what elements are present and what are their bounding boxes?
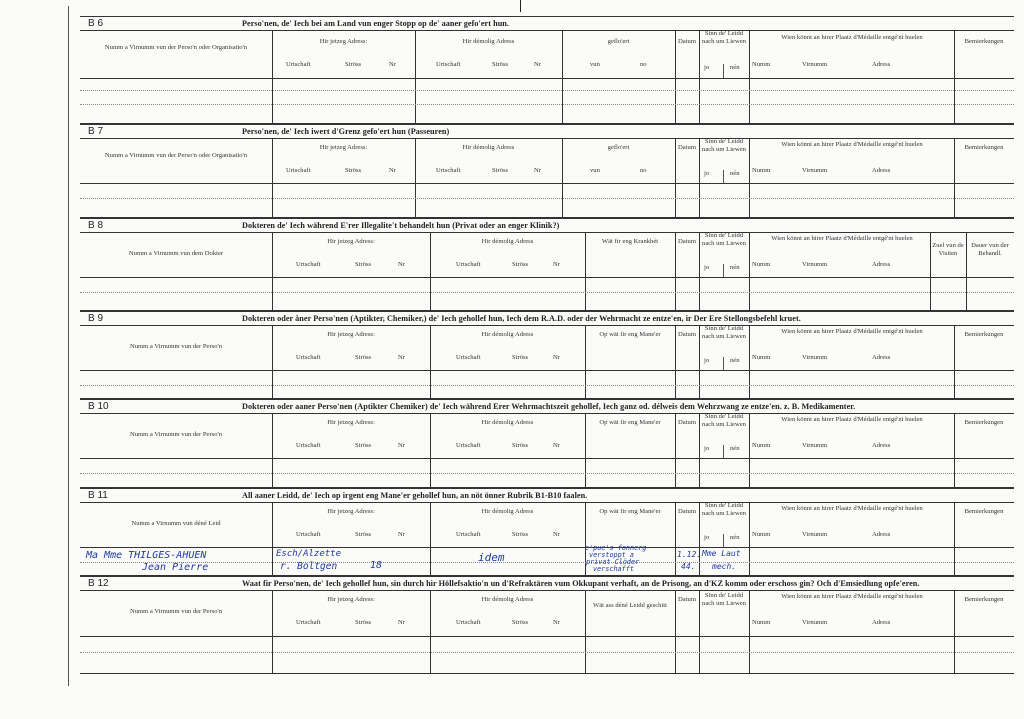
section-header xyxy=(80,488,1014,503)
name-label: Numm a Virnumm vun der Perso'n oder Organisatio'n xyxy=(104,44,248,51)
name-label: Numm a Virnumm vun der Perso'n xyxy=(129,343,223,350)
section-grid xyxy=(80,138,1014,218)
medal-name-label: Numm xyxy=(752,167,771,174)
nr-label: Nr xyxy=(398,442,405,449)
manner-label: Op wät fir eng Mane'er xyxy=(599,508,661,515)
no-label: nén xyxy=(730,64,740,71)
locality-label: Urtschaft xyxy=(456,531,481,538)
locality-label: Urtschaft xyxy=(286,61,311,68)
nr-label: Nr xyxy=(398,354,405,361)
remarks-label: Bemierkungen xyxy=(964,144,1004,151)
section-grid xyxy=(80,325,1014,399)
street-label: Ströss xyxy=(512,442,529,449)
current-address-label: Hir jetzeg Adress: xyxy=(319,38,368,45)
medal-label: Wien könnt an hirer Plaatz d'Médaille entgé'nt huelen xyxy=(781,141,923,148)
fold-mark xyxy=(520,0,521,12)
remarks-label: Bemierkungen xyxy=(964,38,1004,45)
current-address-label: Hir jetzeg Adress: xyxy=(319,144,368,151)
medal-firstname-label: Virnumm xyxy=(802,354,828,361)
section-b10 xyxy=(80,399,1014,488)
no-label: nén xyxy=(730,170,740,177)
section-grid xyxy=(80,590,1014,674)
medal-address-label: Adress xyxy=(872,354,891,361)
medal-name-label: Numm xyxy=(752,619,771,626)
handwritten-date-2: 44. xyxy=(681,562,696,571)
medal-name-label: Numm xyxy=(752,531,771,538)
manner-label: Op wät fir eng Mane'er xyxy=(599,331,661,338)
name-label: Numm a Virnumm vun der Perso'n xyxy=(129,431,223,438)
locality-label: Urtschaft xyxy=(296,354,321,361)
section-title: Dokteren oder aaner Perso'nen (Aptikter Chemiker) de' Iech während Erer Wehrmachtszeit gehollef, Iech ganz od. délweis dem Wehrzwang ze entze'en. z. B. Medikamenter. xyxy=(242,402,856,411)
visits-label: Zuel vun de Visiten xyxy=(932,242,964,257)
street-label: Ströss xyxy=(512,354,529,361)
locality-label: Urtschaft xyxy=(456,354,481,361)
street-label: Ströss xyxy=(345,61,362,68)
fled-label: geflo'ert xyxy=(607,144,630,151)
yes-label: jo xyxy=(704,534,710,541)
medal-label: Wien könnt an hirer Plaatz d'Médaille entgé'nt huelen xyxy=(771,235,913,242)
medal-name-label: Numm xyxy=(752,61,771,68)
street-label: Ströss xyxy=(345,167,362,174)
medal-name-label: Numm xyxy=(752,261,771,268)
date-label: Datum xyxy=(678,419,696,426)
yes-label: jo xyxy=(704,445,710,452)
nr-label: Nr xyxy=(553,619,560,626)
street-label: Ströss xyxy=(355,531,372,538)
to-label: no xyxy=(640,167,647,174)
street-label: Ströss xyxy=(355,619,372,626)
remarks-label: Bemierkungen xyxy=(964,419,1004,426)
nr-label: Nr xyxy=(553,442,560,449)
alive-label: Sinn de' Leidd nach um Liewen xyxy=(702,592,746,607)
section-header xyxy=(80,311,1014,326)
date-label: Datum xyxy=(678,238,696,245)
alive-label: Sinn de' Leidd nach um Liewen xyxy=(702,232,746,247)
medal-address-label: Adress xyxy=(872,167,891,174)
handwritten-date-1: 1.12. xyxy=(677,550,702,559)
medal-name-label: Numm xyxy=(752,442,771,449)
medal-label: Wien könnt an hirer Plaatz d'Médaille entgé'nt huelen xyxy=(781,34,923,41)
locality-label: Urtschaft xyxy=(296,442,321,449)
nr-label: Nr xyxy=(389,167,396,174)
section-b11 xyxy=(80,488,1014,576)
section-title: Perso'nen, de' Iech bei am Land vun enger Stopp op de' aaner gefo'ert hun. xyxy=(242,19,510,28)
section-id: B 6 xyxy=(88,18,104,29)
from-label: vun xyxy=(590,167,600,174)
previous-address-label: Hir démolig Adress xyxy=(481,508,534,515)
street-label: Ströss xyxy=(355,261,372,268)
section-b6 xyxy=(80,16,1014,124)
nr-label: Nr xyxy=(553,261,560,268)
section-title: Perso'nen, de' Iech iwert d'Grenz gefo'ert hun (Passeuren) xyxy=(242,127,450,136)
section-id: B 11 xyxy=(88,490,108,501)
alive-label: Sinn de' Leidd nach um Liewen xyxy=(702,325,746,340)
section-title: All aaner Leidd, de' Iech op irgent eng Mane'er gehollef hun, an nöt önner Rubrik B1-B10 faalen. xyxy=(242,491,588,500)
section-id: B 10 xyxy=(88,401,109,412)
section-id: B 7 xyxy=(88,126,104,137)
medal-address-label: Adress xyxy=(872,61,891,68)
section-grid xyxy=(80,502,1014,576)
section-b9 xyxy=(80,311,1014,399)
remarks-label: Bemierkungen xyxy=(964,331,1004,338)
no-label: nén xyxy=(730,357,740,364)
medal-address-label: Adress xyxy=(872,442,891,449)
previous-address-label: Hir démolig Adress xyxy=(462,38,515,45)
current-address-label: Hir jetzeg Adress: xyxy=(327,596,375,603)
yes-label: jo xyxy=(704,64,710,71)
name-label: Numm a Virnumm vun der Perso'n xyxy=(129,608,223,615)
alive-label: Sinn de' Leidd nach um Liewen xyxy=(702,30,746,45)
name-label: Numm a Virnumm vun der Perso'n oder Organisatio'n xyxy=(104,152,248,159)
yes-label: jo xyxy=(704,170,710,177)
medal-label: Wien könnt an hirer Plaatz d'Médaille entgé'nt huelen xyxy=(781,416,923,423)
nr-label: Nr xyxy=(389,61,396,68)
yes-label: jo xyxy=(704,357,710,364)
from-label: vun xyxy=(590,61,600,68)
section-grid xyxy=(80,232,1014,311)
medal-firstname-label: Virnumm xyxy=(802,61,828,68)
medal-firstname-label: Virnumm xyxy=(802,531,828,538)
section-header xyxy=(80,576,1014,591)
fled-label: geflo'ert xyxy=(607,38,630,45)
no-label: nén xyxy=(730,264,740,271)
medal-label: Wien könnt an hirer Plaatz d'Médaille entgé'nt huelen xyxy=(781,505,923,512)
locality-label: Urtschaft xyxy=(456,442,481,449)
handwritten-manner-4: verschafft xyxy=(593,565,634,573)
name-label: Numm a Virnumm vun déné Leid xyxy=(131,520,221,527)
locality-label: Urtschaft xyxy=(296,531,321,538)
handwritten-firstname: Jean Pierre xyxy=(142,562,209,573)
previous-address-label: Hir démolig Adress xyxy=(481,596,534,603)
street-label: Ströss xyxy=(512,619,529,626)
date-label: Datum xyxy=(678,508,696,515)
date-label: Datum xyxy=(678,596,696,603)
medal-firstname-label: Virnumm xyxy=(802,442,828,449)
previous-address-label: Hir démolig Adress xyxy=(481,238,534,245)
date-label: Datum xyxy=(678,38,696,45)
section-b8 xyxy=(80,218,1014,311)
current-address-label: Hir jetzeg Adress: xyxy=(327,238,375,245)
section-id: B 8 xyxy=(88,220,104,231)
handwritten-manner-2: verstoppt a xyxy=(589,551,635,559)
illness-label: Wät fir eng Krankhét xyxy=(601,238,659,245)
section-title: Dokteren de' Iech während E'rer Illegalite't behandelt hun (Privat oder an enger Klinik?) xyxy=(242,221,560,230)
locality-label: Urtschaft xyxy=(436,61,461,68)
section-header xyxy=(80,218,1014,233)
medal-label: Wien könnt an hirer Plaatz d'Médaille entgé'nt huelen xyxy=(781,328,923,335)
medal-address-label: Adress xyxy=(872,261,891,268)
locality-label: Urtschaft xyxy=(436,167,461,174)
medal-firstname-label: Virnumm xyxy=(802,167,828,174)
current-address-label: Hir jetzeg Adress: xyxy=(327,508,375,515)
nr-label: Nr xyxy=(398,531,405,538)
manner-label: Op wät fir eng Mane'er xyxy=(599,419,661,426)
street-label: Ströss xyxy=(512,261,529,268)
locality-label: Urtschaft xyxy=(296,261,321,268)
street-label: Ströss xyxy=(355,442,372,449)
section-id: B 12 xyxy=(88,578,109,589)
no-label: nén xyxy=(730,534,740,541)
alive-label: Sinn de' Leidd nach um Liewen xyxy=(702,413,746,428)
handwritten-previous: idem xyxy=(478,551,505,564)
remarks-label: Bemierkungen xyxy=(964,508,1004,515)
medal-firstname-label: Virnumm xyxy=(802,261,828,268)
locality-label: Urtschaft xyxy=(296,619,321,626)
medal-firstname-label: Virnumm xyxy=(802,619,828,626)
street-label: Ströss xyxy=(512,531,529,538)
date-label: Datum xyxy=(678,144,696,151)
alive-label: Sinn de' Leidd nach um Liewen xyxy=(702,502,746,517)
nr-label: Nr xyxy=(553,354,560,361)
previous-address-label: Hir démolig Adress xyxy=(462,144,515,151)
name-label: Numm a Virnumm vun dem Dokter xyxy=(128,250,224,257)
street-label: Ströss xyxy=(492,61,509,68)
street-label: Ströss xyxy=(355,354,372,361)
current-address-label: Hir jetzeg Adress: xyxy=(327,331,375,338)
suffered-label: Wät ass déné Leidd geschitt xyxy=(593,602,667,609)
handwritten-manner-1: e'pue's fonnerg xyxy=(585,544,647,552)
section-header xyxy=(80,124,1014,139)
section-b12 xyxy=(80,576,1014,674)
handwritten-alive-2: mech. xyxy=(712,562,737,571)
handwritten-street: r. Boltgen xyxy=(280,561,338,572)
medal-label: Wien könnt an hirer Plaatz d'Médaille entgé'nt huelen xyxy=(781,593,923,600)
locality-label: Urtschaft xyxy=(456,261,481,268)
locality-label: Urtschaft xyxy=(456,619,481,626)
handwritten-manner-3: privat Clöder xyxy=(586,558,640,566)
section-title: Waat fir Perso'nen, de' Iech gehollef hun, sin durch hir Höllefsaktio'n un d'Refraktären vum Okkupant verhaft, an de Prisong, an d'KZ komm oder erschoss gin? Och d'Emsiedlung opfe'eren. xyxy=(242,579,920,588)
current-address-label: Hir jetzeg Adress: xyxy=(327,419,375,426)
handwritten-locality: Esch/Alzette xyxy=(276,549,342,559)
date-label: Datum xyxy=(678,331,696,338)
medal-address-label: Adress xyxy=(872,531,891,538)
alive-label: Sinn de' Leidd nach um Liewen xyxy=(702,138,746,153)
previous-address-label: Hir démolig Adress xyxy=(481,331,534,338)
section-title: Dokteren oder åner Perso'nen (Aptikter, Chemiker,) de' Iech gehollef hun, Iech dem R.A.D. oder der Wehrmacht ze entze'en, ir Der Ere Stellongsbefehl kruet. xyxy=(242,314,801,323)
section-header xyxy=(80,399,1014,414)
yes-label: jo xyxy=(704,264,710,271)
nr-label: Nr xyxy=(553,531,560,538)
nr-label: Nr xyxy=(398,261,405,268)
medal-name-label: Numm xyxy=(752,354,771,361)
handwritten-nr: 18 xyxy=(370,560,383,571)
section-b7 xyxy=(80,124,1014,218)
section-grid xyxy=(80,413,1014,488)
to-label: no xyxy=(640,61,647,68)
nr-label: Nr xyxy=(534,167,541,174)
handwritten-name: Ma Mme THILGES-AHUEN xyxy=(86,550,207,561)
no-label: nén xyxy=(730,445,740,452)
duration-label: Dauer vun der Behandl. xyxy=(971,242,1009,257)
section-grid xyxy=(80,30,1014,124)
locality-label: Urtschaft xyxy=(286,167,311,174)
previous-address-label: Hir démolig Adress xyxy=(481,419,534,426)
section-id: B 9 xyxy=(88,313,104,324)
section-header xyxy=(80,16,1014,31)
remarks-label: Bemierkungen xyxy=(964,596,1004,603)
handwritten-alive-1: Mme Laut xyxy=(702,549,741,558)
nr-label: Nr xyxy=(398,619,405,626)
street-label: Ströss xyxy=(492,167,509,174)
medal-address-label: Adress xyxy=(872,619,891,626)
nr-label: Nr xyxy=(534,61,541,68)
